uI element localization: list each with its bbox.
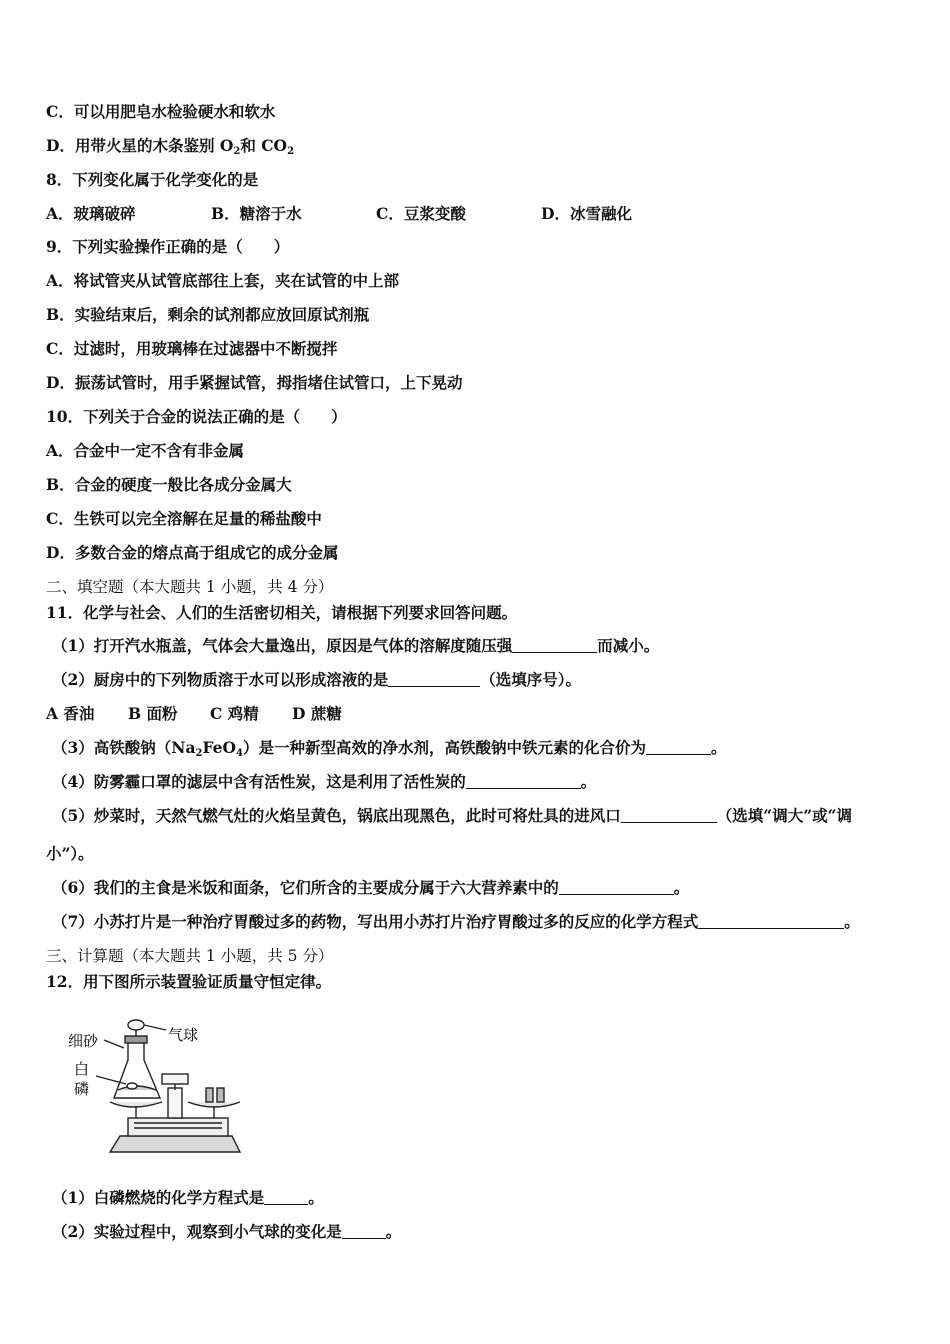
label-sand: 细砂 [68, 1032, 99, 1050]
q12-part-2 [52, 1222, 401, 1242]
text: （5）炒菜时，天然气燃气灶的火焰呈黄色，锅底出现黑色，此时可将灶具的进风口 [52, 806, 621, 825]
option-d: D．冰雪融化 [541, 204, 632, 223]
label-balloon: 气球 [168, 1026, 199, 1044]
option-c: C．豆浆变酸 [376, 204, 466, 223]
q9-stem: 9．下列实验操作正确的是（ ） [46, 237, 290, 256]
text: （1）打开汽水瓶盖，气体会大量逸出，原因是气体的溶解度随压强 [52, 636, 513, 655]
subscript: 2 [233, 146, 241, 157]
q9-option-d: D．振荡试管时，用手紧握试管，拇指堵住试管口，上下晃动 [46, 373, 463, 392]
text: FeO [202, 738, 236, 757]
q11-part-4 [52, 772, 596, 792]
answer-blank[interactable] [698, 914, 844, 929]
white-phosphorus [127, 1083, 137, 1089]
answer-blank[interactable] [342, 1224, 386, 1239]
answer-blank[interactable] [559, 880, 674, 895]
text: 。 [308, 1188, 324, 1207]
subscript: 2 [287, 146, 295, 157]
q8-stem: 8．下列变化属于化学变化的是 [46, 170, 259, 189]
subscript: 4 [236, 748, 243, 759]
q10-option-a: A．合金中一定不含有非金属 [46, 441, 245, 460]
text: 。 [580, 772, 597, 791]
option-text: 和 CO [240, 136, 288, 155]
option-a: A．玻璃破碎 [46, 204, 136, 223]
weight [206, 1088, 213, 1102]
answer-blank[interactable] [264, 1190, 308, 1205]
balance-body [128, 1118, 228, 1136]
section-3-title: 三、计算题（本大题共 1 小题，共 5 分） [46, 947, 334, 965]
text: （2）厨房中的下列物质溶于水可以形成溶液的是 [52, 670, 389, 689]
balloon [128, 1020, 144, 1030]
label-phosphorus-2: 磷 [74, 1080, 90, 1098]
choice-c: C 鸡精 [210, 704, 259, 723]
subscript: 2 [195, 748, 203, 759]
q10-stem: 10．下列关于合金的说法正确的是（ ） [46, 407, 347, 426]
balance-diagram [62, 1018, 252, 1163]
q7-option-c [46, 102, 275, 122]
text: 。 [385, 1222, 402, 1241]
q7-option-d [46, 136, 294, 156]
option-b: B．糖溶于水 [211, 204, 302, 223]
choice-b: B 面粉 [128, 704, 178, 723]
option-text: C．可以用肥皂水检验硬水和软水 [46, 102, 276, 121]
balance-pointer [162, 1074, 188, 1084]
text: （2）实验过程中，观察到小气球的变化是 [52, 1222, 342, 1241]
text: （6）我们的主食是米饭和面条，它们所含的主要成分属于六大营养素中的 [52, 878, 559, 897]
q11-part-1 [52, 636, 659, 656]
text: （3）高铁酸钠（Na [52, 738, 196, 757]
text: （7）小苏打片是一种治疗胃酸过多的药物，写出用小苏打片治疗胃酸过多的反应的化学方程式 [52, 912, 699, 931]
text: （1）白磷燃烧的化学方程式是 [52, 1188, 265, 1207]
text: 。 [673, 878, 690, 897]
q8-options [46, 204, 632, 224]
balance-apparatus-figure [62, 1018, 252, 1163]
text: 而减小。 [597, 636, 660, 655]
label-phosphorus-1: 白 [74, 1060, 90, 1078]
q10-option-d: D．多数合金的熔点高于组成它的成分金属 [46, 543, 339, 562]
q11-part-5-cont: 小”）。 [46, 844, 94, 863]
q11-stem: 11．化学与社会、人们的生活密切相关，请根据下列要求回答问题。 [46, 603, 518, 622]
q10-option-c: C．生铁可以完全溶解在足量的稀盐酸中 [46, 509, 322, 528]
q10-option-b: B．合金的硬度一般比各成分金属大 [46, 475, 292, 494]
text: 。 [844, 912, 860, 931]
q11-part-2 [52, 670, 581, 690]
choice-d: D 蔗糖 [292, 704, 342, 723]
q9-option-c: C．过滤时，用玻璃棒在过滤器中不断搅拌 [46, 339, 338, 358]
q12-part-1 [52, 1188, 324, 1208]
text: （4）防雾霾口罩的滤层中含有活性炭，这是利用了活性炭的 [52, 772, 466, 791]
q11-part-3 [52, 738, 727, 758]
text: （选填“调大”或“调 [716, 806, 853, 825]
text: ）是一种新型高效的净水剂，高铁酸钠中铁元素的化合价为 [242, 738, 646, 757]
q11-part-7 [52, 912, 860, 932]
q12-stem: 12．用下图所示装置验证质量守恒定律。 [46, 972, 332, 991]
q11-choices [46, 704, 342, 724]
stopper [125, 1036, 147, 1043]
answer-blank[interactable] [621, 808, 717, 823]
answer-blank[interactable] [388, 672, 480, 687]
balance-post [168, 1088, 182, 1118]
text: 。 [710, 738, 727, 757]
answer-blank[interactable] [646, 740, 711, 755]
q9-option-a: A．将试管夹从试管底部往上套，夹在试管的中上部 [46, 271, 400, 290]
answer-blank[interactable] [466, 774, 581, 789]
q11-part-6 [52, 878, 689, 898]
weight [217, 1088, 224, 1102]
q9-option-b: B．实验结束后，剩余的试剂都应放回原试剂瓶 [46, 305, 370, 324]
choice-a: A 香油 [46, 704, 95, 723]
answer-blank[interactable] [512, 638, 597, 653]
text: （选填序号）。 [480, 670, 582, 689]
balance-base [110, 1136, 240, 1152]
option-text: D．用带火星的木条鉴别 O [46, 136, 234, 155]
q11-part-5 [52, 806, 852, 826]
section-2-title: 二、填空题（本大题共 1 小题，共 4 分） [46, 578, 334, 596]
